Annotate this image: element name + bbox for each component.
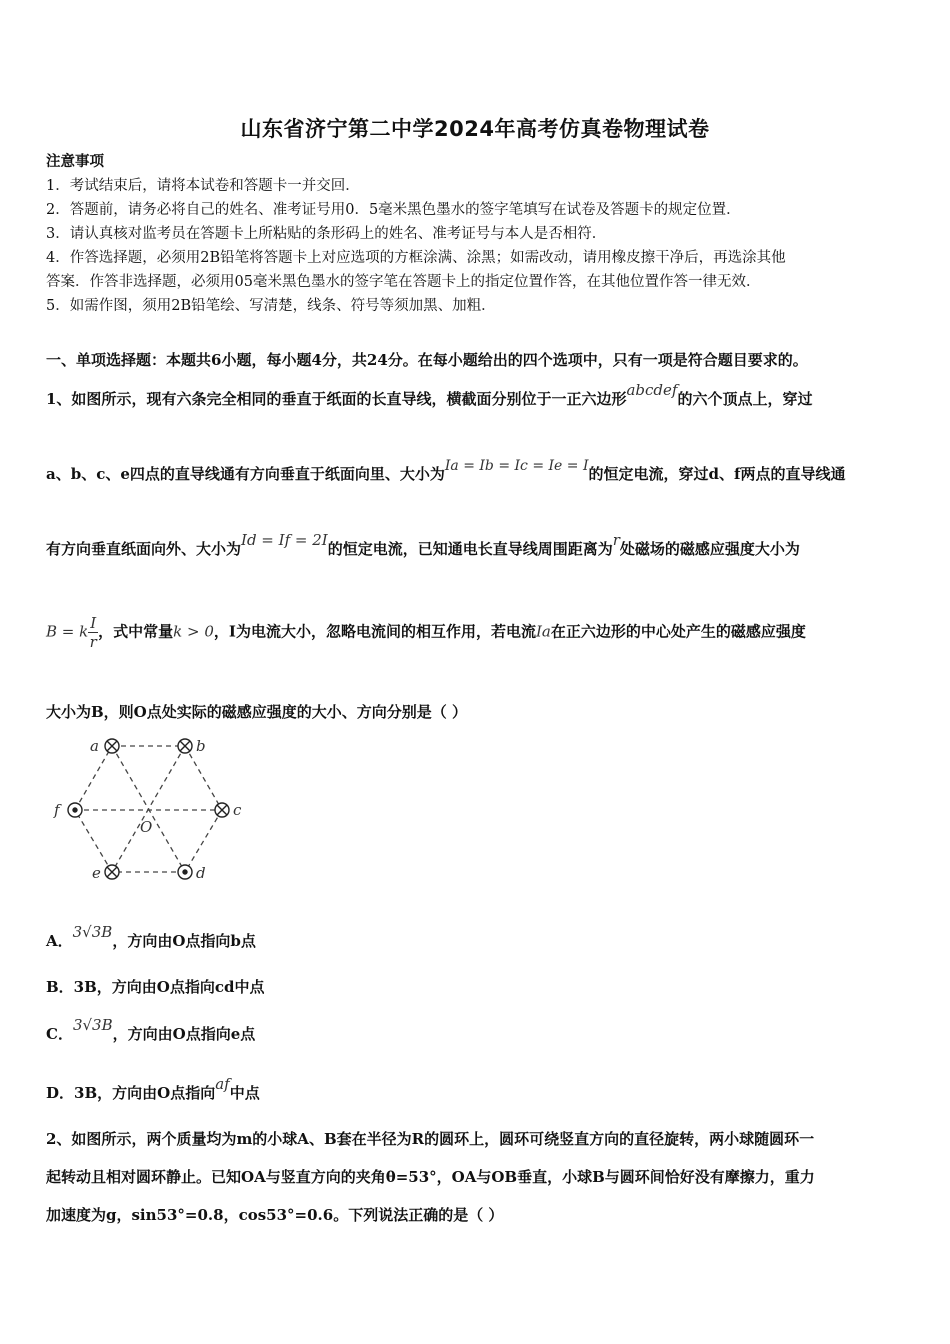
notes-block xyxy=(46,150,916,318)
q1-text: 的恒定电流，已知通电长直导线周围距离为 xyxy=(327,540,613,558)
current-into-page-icon xyxy=(215,803,229,817)
option-key: C． xyxy=(46,1025,73,1043)
option-d[interactable] xyxy=(46,1075,260,1103)
q1-math: B = k xyxy=(46,622,89,641)
note-line: 答案．作答非选择题，必须用05毫米黑色墨水的签字笔在答题卡上的指定位置作答，在其他位置作答一律无效． xyxy=(46,274,761,290)
note-line: 3．请认真核对监考员在答题卡上所粘贴的条形码上的姓名、准考证号与本人是否相符． xyxy=(46,226,607,242)
vertex-label-c: c xyxy=(233,801,242,819)
option-text: ，方向由O点指向e点 xyxy=(112,1025,256,1043)
edge-fa xyxy=(75,746,112,810)
option-text: 中点 xyxy=(229,1084,260,1102)
note-line: 5．如需作图，须用2B铅笔绘、写清楚，线条、符号等须加黑、加粗． xyxy=(46,298,496,314)
q1-text: 的恒定电流，穿过d、f两点的直导线通 xyxy=(588,465,846,483)
option-a[interactable] xyxy=(46,923,256,951)
option-key: A． xyxy=(46,932,73,950)
exam-title: 山东省济宁第二中学2024年高考仿真卷物理试卷 xyxy=(240,117,710,141)
current-into-page-icon xyxy=(105,739,119,753)
q1-text: 在正六边形的中心处产生的磁感应强度 xyxy=(550,622,806,641)
current-into-page-icon xyxy=(178,739,192,753)
option-text: ，方向由O点指向b点 xyxy=(112,932,256,950)
q1-math: abcdef xyxy=(626,381,678,399)
fraction-denominator: r xyxy=(89,633,97,651)
option-c[interactable] xyxy=(46,1016,256,1044)
edge-cd xyxy=(185,810,222,872)
q2-line: 起转动且相对圆环静止。已知OA与竖直方向的夹角θ=53°，OA与OB垂直，小球B与圆环间恰好没有摩擦力，重力 xyxy=(46,1168,815,1186)
q1-text: 1、如图所示，现有六条完全相同的垂直于纸面的长直导线，横截面分别位于一正六边形 xyxy=(46,390,627,408)
edge-bc xyxy=(185,746,222,810)
option-math: af xyxy=(215,1075,230,1093)
option-b[interactable]: B．3B，方向由O点指向cd中点 xyxy=(46,978,265,996)
option-math: 3√3B xyxy=(72,1016,113,1034)
q1-line-3 xyxy=(46,531,800,559)
question-2 xyxy=(46,1120,911,1234)
q2-line: 加速度为g，sin53°=0.8，cos53°=0.6。下列说法正确的是（ ） xyxy=(46,1206,504,1224)
fraction-numerator: I xyxy=(90,614,97,632)
section-heading: 一、单项选择题：本题共6小题，每小题4分，共24分。在每小题给出的四个选项中，只有一项是符合题目要求的。 xyxy=(46,351,808,369)
vertex-label-b: b xyxy=(196,737,206,755)
note-line: 4．作答选择题，必须用2B铅笔将答题卡上对应选项的方框涂满、涂黑；如需改动，请用橡皮擦干净后，再选涂其他 xyxy=(46,250,786,266)
q2-line: 2、如图所示，两个质量均为m的小球A、B套在半径为R的圆环上，圆环可绕竖直方向的直径旋转，两小球随圆环一 xyxy=(46,1130,815,1148)
q1-text: 的六个顶点上，穿过 xyxy=(677,390,813,408)
current-out-of-page-icon xyxy=(68,803,82,817)
current-out-of-page-icon xyxy=(178,865,192,879)
option-key: D．3B，方向由O点指向 xyxy=(46,1084,216,1102)
q1-line-4 xyxy=(46,614,806,651)
vertex-label-f: f xyxy=(54,801,60,819)
edge-ef xyxy=(75,810,112,872)
note-line: 2．答题前，请务必将自己的姓名、准考证号用0．5毫米黑色墨水的签字笔填写在试卷及答题卡的规定位置． xyxy=(46,202,741,218)
q1-math: r xyxy=(612,531,620,549)
q1-text: ，I为电流大小，忽略电流间的相互作用，若电流 xyxy=(213,622,536,641)
option-math: 3√3B xyxy=(72,923,113,941)
vertex-label-e: e xyxy=(92,864,101,882)
center-label-o: O xyxy=(140,818,153,836)
q1-line-1 xyxy=(46,381,813,409)
q1-math: Ia = Ib = Ic = Ie = I xyxy=(444,458,589,474)
note-line: 1．考试结束后，请将本试卷和答题卡一并交回． xyxy=(46,178,360,194)
q1-text: 处磁场的磁感应强度大小为 xyxy=(619,540,800,558)
q1-text: ，式中常量 xyxy=(98,622,174,641)
q1-line-2 xyxy=(46,458,846,484)
q1-text: 有方向垂直纸面向外、大小为 xyxy=(46,540,242,558)
current-into-page-icon xyxy=(105,865,119,879)
hexagon-diagram xyxy=(46,730,256,888)
vertex-label-d: d xyxy=(196,864,206,882)
q1-math: Id = If = 2I xyxy=(241,531,328,549)
q1-line-5: 大小为B，则O点处实际的磁感应强度的大小、方向分别是（ ） xyxy=(46,703,467,721)
q1-math: k > 0 xyxy=(173,622,214,641)
q1-text: a、b、c、e四点的直导线通有方向垂直于纸面向里、大小为 xyxy=(46,465,445,483)
notes-heading: 注意事项 xyxy=(46,153,104,170)
vertex-label-a: a xyxy=(90,737,99,755)
q1-fraction xyxy=(88,614,98,651)
q1-math: Ia xyxy=(535,622,551,641)
